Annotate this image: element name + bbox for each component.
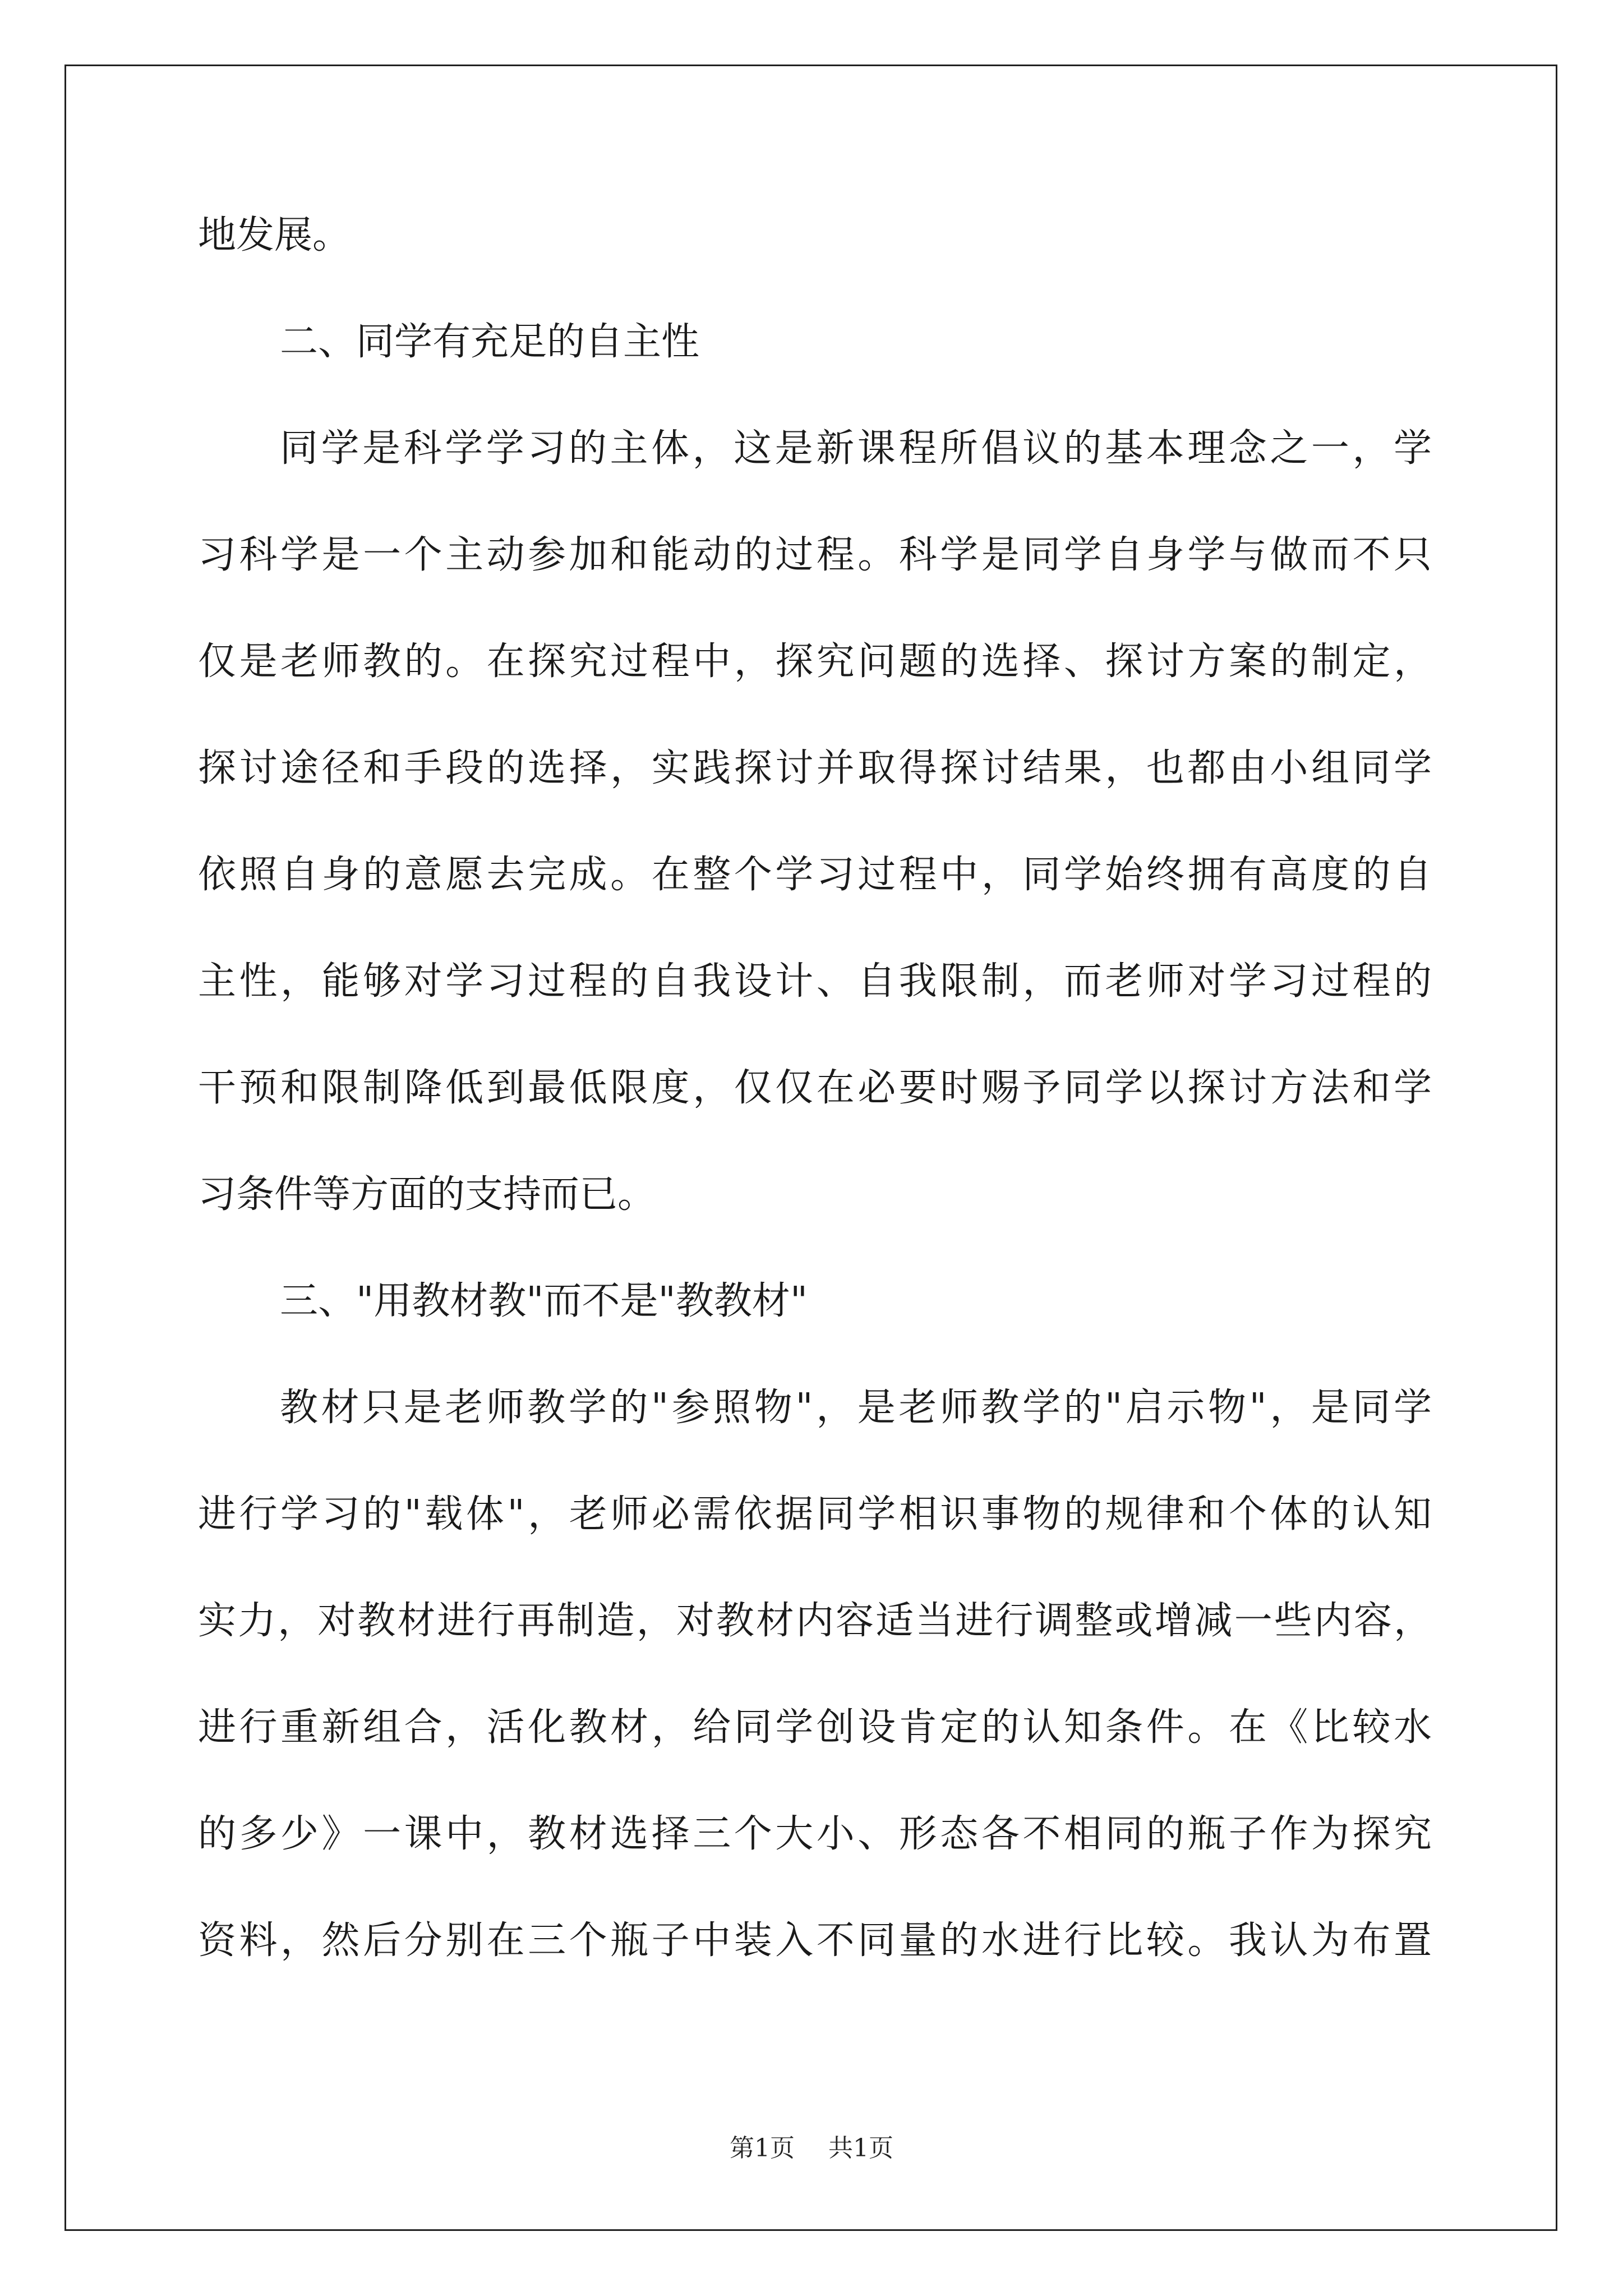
page-number: 第1页 <box>730 2134 795 2162</box>
paragraph-line: 同学是科学学习的主体，这是新课程所倡议的基本理念之一，学 <box>280 426 1432 471</box>
paragraph-line: 仅是老师教的。在探究过程中，探究问题的选择、探讨方案的制定， <box>198 639 1432 684</box>
document-body <box>198 208 1432 2019</box>
page-total: 共1页 <box>828 2134 893 2162</box>
paragraph-line: 资料，然后分别在三个瓶子中装入不同量的水进行比较。我认为布置 <box>198 1918 1432 1963</box>
section-heading: 二、同学有充足的自主性 <box>280 320 700 364</box>
section-heading: 三、"用教材教"而不是"教教材" <box>280 1279 808 1323</box>
paragraph-line: 地发展。 <box>198 213 351 257</box>
page-footer <box>0 2132 1623 2165</box>
paragraph-line: 习科学是一个主动参加和能动的过程。科学是同学自身学与做而不只 <box>198 533 1432 577</box>
paragraph-line: 的多少》一课中，教材选择三个大小、形态各不相同的瓶子作为探究 <box>198 1812 1432 1856</box>
paragraph-line: 实力，对教材进行再制造，对教材内容适当进行调整或增减一些内容， <box>198 1599 1432 1643</box>
paragraph-line: 依照自身的意愿去完成。在整个学习过程中，同学始终拥有高度的自 <box>198 853 1432 897</box>
paragraph-line: 教材只是老师教学的"参照物"，是老师教学的"启示物"，是同学 <box>280 1386 1432 1430</box>
paragraph-line: 进行学习的"载体"，老师必需依据同学相识事物的规律和个体的认知 <box>198 1492 1432 1536</box>
paragraph-line: 主性，能够对学习过程的自我设计、自我限制，而老师对学习过程的 <box>198 959 1432 1004</box>
paragraph-line: 探讨途径和手段的选择，实践探讨并取得探讨结果，也都由小组同学 <box>198 746 1432 790</box>
paragraph-line: 干预和限制降低到最低限度，仅仅在必要时赐予同学以探讨方法和学 <box>198 1066 1432 1110</box>
paragraph-line: 习条件等方面的支持而已。 <box>198 1172 656 1217</box>
paragraph-line: 进行重新组合，活化教材，给同学创设肯定的认知条件。在《比较水 <box>198 1705 1432 1750</box>
